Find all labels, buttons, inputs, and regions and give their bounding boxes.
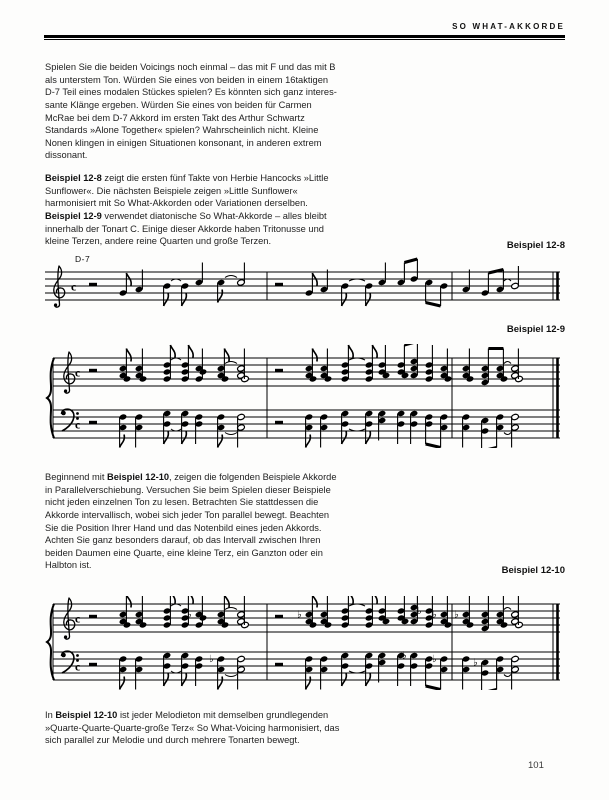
half-rest [275, 615, 283, 618]
example-label-12-10: Beispiel 12-10 [501, 565, 565, 576]
eighth-flag [126, 596, 131, 608]
flat-accidental: ♭ [454, 609, 459, 621]
tie [225, 608, 237, 610]
page-header [44, 22, 565, 40]
flat-accidental: ♭ [187, 609, 192, 621]
paragraph-parallelverschiebung: Beginnend mit Beispiel 12-10, zeigen die folgenden Beispiele Akkorde in Parallelverschiebung. Versuchen Sie beim Spielen dieser Beispiele nicht jeden einzelnen Ton zu lesen. Betrachten Sie stattdessen die Akkorde intervallisch, wobei sich jeder Ton parallel bewegt. Beachten Sie die Position Ihrer Hand und das Notenbild eines jeden Akkords. Achten Sie ganz besonders darauf, ob das Intervall zwischen Ihren beiden Daumen eine Quarte, eine kleine Terz, ein Ganzton oder ein Halbton ist. [45, 472, 337, 571]
eighth-flag [120, 435, 125, 448]
beam [488, 270, 503, 274]
eighth-flag [306, 677, 311, 690]
paragraph-voicings: Spielen Sie die beiden Voicings noch einmal – das mit F und das mit B als unterstem Ton. Würden Sie eines von beiden in einem 16taktigen D-7 Teil eines modalen Stückes spielen? Es könnten sich ganz interes- sante Klänge ergeben. Würden Sie eines von beiden für Carmen McRae bei dem D-7 Akkord im ersten Takt des Arthur Schwartz Standards »Alone Together« spielen? Wahrscheinlich nicht. Kleine Nonen klingen in einigen Situationen konsonant, in anderen extrem dissonant. [45, 62, 337, 161]
time-signature: c [71, 279, 77, 294]
tie [504, 433, 511, 435]
paragraph-beispiel-12-8-9: Beispiel 12-8 zeigt die ersten fünf Takte von Herbie Hancocks »Little Sunflower«. Die nächsten Beispiele zeigen »Little Sunflower« harmonisiert mit So What-Akkorden oder Variationen derselben. Beispiel 12-9 verwendet diatonische So What-Akkorde – alles bleibt innerhalb der Tonart C. Einige dieser Akkorde haben Tritonusse und kleine Terzen, andere reine Quarten und große Terzen. [45, 173, 329, 247]
flat-accidental: ♭ [432, 609, 437, 621]
eighth-flag [188, 596, 193, 604]
beam [404, 344, 417, 345]
half-rest [89, 369, 97, 372]
eighth-flag [342, 673, 347, 686]
time-signature: c [75, 417, 81, 432]
music-notation-12-10 [45, 596, 565, 690]
eighth-flag [306, 435, 311, 448]
beam [404, 259, 417, 263]
flat-accidental: ♭ [432, 654, 437, 665]
eighth-flag [348, 345, 353, 358]
eighth-flag [312, 349, 317, 362]
eighth-flag [348, 596, 353, 604]
eighth-flag [164, 673, 169, 686]
flat-accidental: ♭ [402, 650, 407, 662]
tie [225, 276, 237, 278]
eighth-flag [342, 431, 347, 444]
paragraph-melodieton: In Beispiel 12-10 ist jeder Melodieton mit demselben grundlegenden »Quarte-Quarte-Quarte-große Terz« So What-Voicing harmonisiert, das sich parallel zur Melodie und durch mehrere Tonarten bewegt. [45, 710, 340, 746]
tie [225, 433, 237, 435]
beam [426, 303, 441, 307]
header-rule-thin [44, 39, 565, 40]
header-rule-thick [44, 35, 565, 38]
time-signature: c [75, 365, 81, 380]
beam [426, 686, 441, 690]
eighth-flag [366, 293, 371, 306]
tie [504, 675, 511, 677]
eighth-flag [372, 345, 377, 358]
half-rest [89, 663, 97, 666]
eighth-flag [170, 345, 175, 358]
half-rest [89, 615, 97, 618]
music-notation-12-8 [45, 250, 565, 314]
eighth-flag [126, 273, 131, 286]
tie [225, 362, 237, 364]
time-signature: c [75, 659, 81, 674]
eighth-flag [182, 673, 187, 686]
half-rest [89, 421, 97, 424]
half-rest [275, 283, 283, 286]
eighth-flag [372, 596, 377, 604]
eighth-flag [218, 435, 223, 448]
flat-accidental: ♭ [209, 654, 214, 665]
music-notation-12-9 [45, 344, 565, 448]
page-number: 101 [528, 760, 544, 771]
time-signature: c [75, 611, 81, 626]
eighth-flag [120, 677, 125, 690]
half-rest [275, 421, 283, 424]
eighth-flag [366, 431, 371, 444]
staff-svg [45, 596, 565, 690]
tie [504, 362, 511, 364]
half-rest [275, 663, 283, 666]
chord-symbol: D-7 [75, 254, 91, 264]
example-label-12-9: Beispiel 12-9 [506, 324, 565, 335]
tie [225, 675, 237, 677]
half-rest [275, 369, 283, 372]
eighth-flag [224, 596, 229, 608]
beam [426, 444, 441, 448]
eighth-flag [312, 273, 317, 286]
tie [504, 608, 511, 610]
eighth-flag [218, 290, 223, 303]
beam [482, 448, 497, 449]
staff-svg [45, 250, 565, 314]
eighth-flag [164, 431, 169, 444]
half-rest [89, 283, 97, 286]
flat-accidental: ♭ [473, 657, 478, 669]
example-label-12-8: Beispiel 12-8 [506, 240, 565, 251]
eighth-flag [126, 349, 131, 362]
eighth-flag [342, 293, 347, 306]
eighth-flag [170, 596, 175, 604]
eighth-flag [218, 677, 223, 690]
eighth-flag [188, 345, 193, 358]
eighth-flag [164, 293, 169, 306]
eighth-flag [182, 293, 187, 306]
flat-accidental: ♭ [297, 609, 302, 621]
running-head: SO WHAT-AKKORDE [452, 22, 565, 31]
flat-accidental: ♭ [417, 606, 422, 617]
beam [482, 690, 497, 691]
eighth-flag [312, 596, 317, 608]
eighth-flag [182, 431, 187, 444]
staff-svg [45, 344, 565, 448]
eighth-flag [366, 673, 371, 686]
eighth-flag [224, 349, 229, 362]
